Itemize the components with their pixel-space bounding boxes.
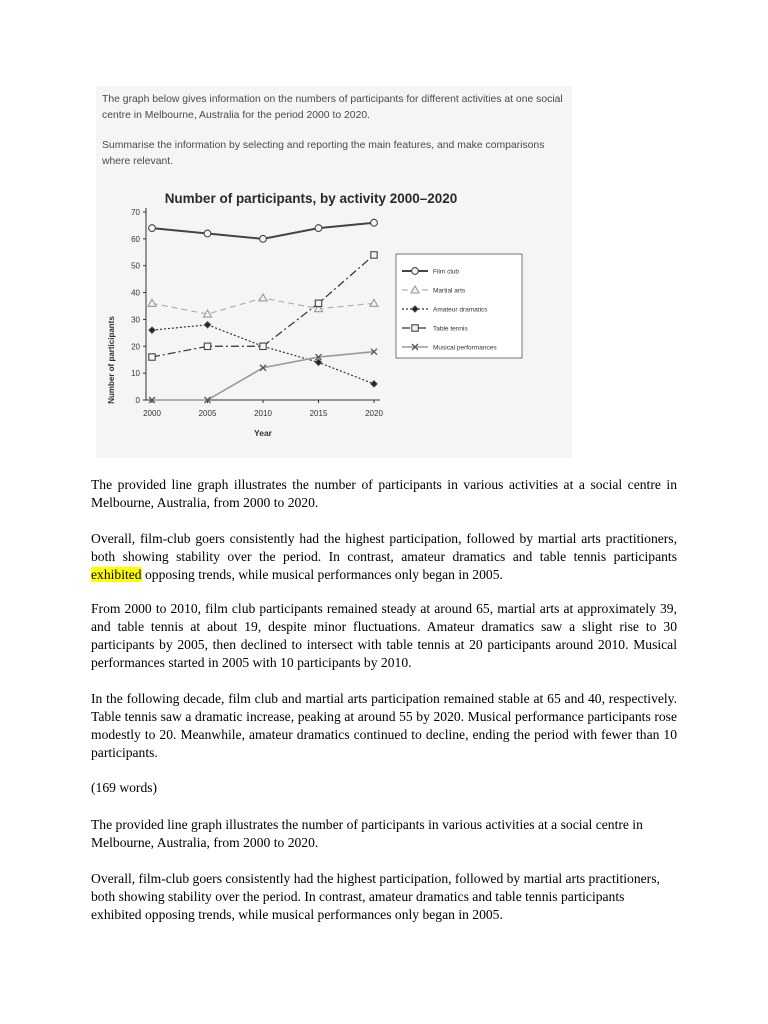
data-point-martial-arts xyxy=(370,299,378,306)
highlighted-word: exhibited xyxy=(91,567,142,582)
task-prompt: The graph below gives information on the numbers of participants for different activities at one social centre in Melbourne, Australia for the period 2000 to 2020. xyxy=(102,94,563,121)
task-figure xyxy=(96,86,572,458)
data-point-amateur-dramatics xyxy=(205,322,211,328)
data-point-film-club xyxy=(204,230,211,237)
series-musical-performances xyxy=(149,349,377,403)
essay-paragraph-4: In the following decade, film club and martial arts participation remained stable at 65 and 40, respectively. Table tennis saw a dramatic increase, peaking at around 55 by 2020. Musical performance participants rose modestly to 20. Meanwhile, amateur dramatics continued to decline, ending the period with fewer than 10 participants. xyxy=(91,691,677,760)
series-martial-arts xyxy=(148,294,378,317)
legend-label-amateur-dramatics: Amateur dramatics xyxy=(433,306,488,314)
y-axis-label: Number of participants xyxy=(107,316,116,404)
essay-paragraph-3: From 2000 to 2010, film club participants remained steady at around 65, martial arts at approximately 39, and table tennis at about 19, despite minor fluctuations. Amateur dramatics saw a slight rise to 30 participants by 2005, then declined to intersect with table tennis at 20 participants around 2010. Musical performances started in 2005 with 10 participants by 2010. xyxy=(91,601,677,670)
data-point-table-tennis xyxy=(315,300,321,306)
x-axis-label: Year xyxy=(254,428,272,438)
y-tick-label: 30 xyxy=(131,315,140,325)
data-point-amateur-dramatics xyxy=(149,327,155,333)
essay-paragraph-6: Overall, film-club goers consistently had the highest participation, followed by martial arts practitioners, both showing stability over the period. In contrast, amateur dramatics and table tennis participants exhibited opposing trends, while musical performances only began in 2005. xyxy=(91,871,660,922)
data-point-film-club xyxy=(371,219,378,226)
legend-marker-film-club xyxy=(412,268,419,275)
data-point-table-tennis xyxy=(204,343,210,349)
data-point-film-club xyxy=(149,225,156,232)
data-point-amateur-dramatics xyxy=(316,359,322,365)
x-tick-label: 2005 xyxy=(198,409,217,418)
chart-legend xyxy=(396,254,522,358)
legend-label-martial-arts: Martial arts xyxy=(433,287,466,295)
y-tick-label: 50 xyxy=(131,261,140,271)
data-point-martial-arts xyxy=(148,299,156,306)
legend-label-musical-performances: Musical performances xyxy=(433,344,497,352)
data-point-amateur-dramatics xyxy=(371,381,377,387)
data-point-film-club xyxy=(315,225,322,232)
essay-paragraph-2 xyxy=(91,530,677,584)
data-point-table-tennis xyxy=(149,354,155,360)
x-tick-label: 2020 xyxy=(365,409,383,418)
y-tick-label: 70 xyxy=(131,208,140,217)
x-tick-label: 2010 xyxy=(254,409,272,418)
y-tick-label: 60 xyxy=(131,234,140,244)
legend-marker-table-tennis xyxy=(412,325,418,331)
line-chart xyxy=(96,182,572,458)
series-line-musical-performances xyxy=(152,352,374,400)
series-film-club xyxy=(149,219,378,242)
x-tick-label: 2015 xyxy=(309,409,328,418)
essay-paragraph-2-text-b: opposing trends, while musical performances only began in 2005. xyxy=(141,567,503,582)
essay-paragraph-1: The provided line graph illustrates the number of participants in various activities at a social centre in Melbourne, Australia, from 2000 to 2020. xyxy=(91,477,677,510)
essay-paragraph-5: The provided line graph illustrates the number of participants in various activities at a social centre in Melbourne, Australia, from 2000 to 2020. xyxy=(91,817,643,850)
task-instruction: Summarise the information by selecting and reporting the main features, and make comparisons where relevant. xyxy=(102,140,545,167)
legend-label-film-club: Film club xyxy=(433,268,460,276)
legend-label-table-tennis: Table tennis xyxy=(433,325,468,333)
y-tick-label: 0 xyxy=(135,396,140,405)
x-tick-label: 2000 xyxy=(143,409,161,418)
data-point-table-tennis xyxy=(371,252,377,258)
y-tick-label: 20 xyxy=(131,342,140,352)
y-tick-label: 40 xyxy=(131,288,140,298)
data-point-film-club xyxy=(260,235,267,242)
essay-paragraph-2-text-a: Overall, film-club goers consistently had the highest participation, followed by martial arts practitioners, both showing stability over the period. In contrast, amateur dramatics and table tennis participants xyxy=(91,531,677,564)
chart-title: Number of participants, by activity 2000–2020 xyxy=(164,191,458,206)
data-point-martial-arts xyxy=(259,294,267,301)
data-point-table-tennis xyxy=(260,343,266,349)
y-tick-label: 10 xyxy=(131,369,140,379)
word-count: (169 words) xyxy=(91,780,158,795)
